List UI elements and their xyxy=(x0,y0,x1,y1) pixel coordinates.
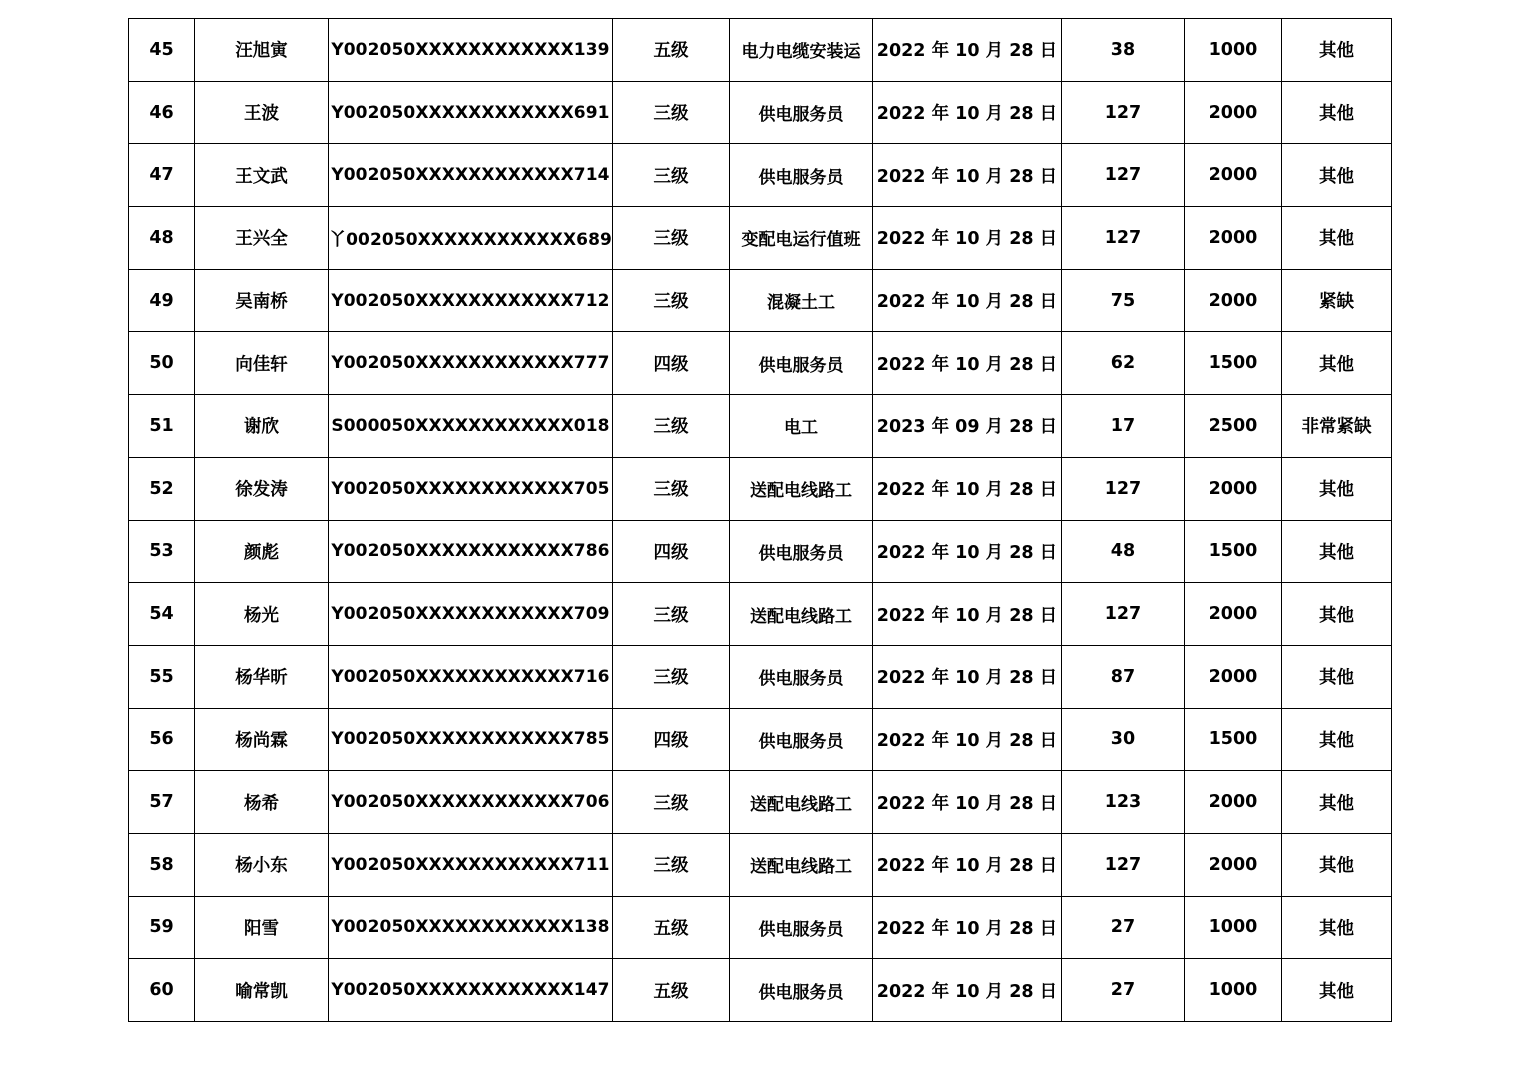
table-body xyxy=(129,19,1392,1022)
cell-level: 五级 xyxy=(612,959,729,1022)
cell-name: 王文武 xyxy=(195,144,329,207)
cell-category: 其他 xyxy=(1281,583,1391,646)
cell-occupation: 送配电线路工 xyxy=(729,771,872,834)
cell-certificate-number: Y002050XXXXXXXXXXXX706 xyxy=(329,771,613,834)
cell-name: 吴南桥 xyxy=(195,269,329,332)
cell-occupation: 送配电线路工 xyxy=(729,457,872,520)
cell-issue-date: 2022 年 10 月 28 日 xyxy=(872,771,1061,834)
cell-certificate-number: Y002050XXXXXXXXXXXX691 xyxy=(329,81,613,144)
cell-row-number: 57 xyxy=(129,771,195,834)
cell-amount: 1500 xyxy=(1184,708,1281,771)
cell-row-number: 48 xyxy=(129,207,195,270)
cell-category: 其他 xyxy=(1281,520,1391,583)
cell-certificate-number: Y002050XXXXXXXXXXXX777 xyxy=(329,332,613,395)
cell-hours: 87 xyxy=(1061,645,1184,708)
cell-certificate-number: Y002050XXXXXXXXXXXX147 xyxy=(329,959,613,1022)
cell-level: 三级 xyxy=(612,457,729,520)
table-row xyxy=(129,144,1392,207)
cell-category: 其他 xyxy=(1281,207,1391,270)
table-row xyxy=(129,332,1392,395)
cell-amount: 2000 xyxy=(1184,833,1281,896)
cell-certificate-number: Y002050XXXXXXXXXXXX705 xyxy=(329,457,613,520)
cell-row-number: 55 xyxy=(129,645,195,708)
cell-name: 王兴全 xyxy=(195,207,329,270)
cell-name: 杨希 xyxy=(195,771,329,834)
table-row xyxy=(129,833,1392,896)
cell-row-number: 52 xyxy=(129,457,195,520)
cell-row-number: 49 xyxy=(129,269,195,332)
cell-name: 向佳轩 xyxy=(195,332,329,395)
cell-certificate-number: Y002050XXXXXXXXXXXX716 xyxy=(329,645,613,708)
cell-certificate-number: Y002050XXXXXXXXXXXX712 xyxy=(329,269,613,332)
cell-row-number: 50 xyxy=(129,332,195,395)
table-row xyxy=(129,457,1392,520)
cell-category: 非常紧缺 xyxy=(1281,395,1391,458)
cell-category: 其他 xyxy=(1281,959,1391,1022)
cell-occupation: 混凝土工 xyxy=(729,269,872,332)
cell-hours: 127 xyxy=(1061,144,1184,207)
cell-issue-date: 2022 年 10 月 28 日 xyxy=(872,332,1061,395)
cell-hours: 127 xyxy=(1061,81,1184,144)
cell-hours: 127 xyxy=(1061,457,1184,520)
cell-hours: 17 xyxy=(1061,395,1184,458)
cell-row-number: 58 xyxy=(129,833,195,896)
table-row xyxy=(129,645,1392,708)
cell-row-number: 53 xyxy=(129,520,195,583)
cell-hours: 30 xyxy=(1061,708,1184,771)
cell-level: 三级 xyxy=(612,771,729,834)
cell-level: 三级 xyxy=(612,395,729,458)
cell-amount: 2000 xyxy=(1184,457,1281,520)
cell-name: 汪旭寅 xyxy=(195,19,329,82)
cell-occupation: 电工 xyxy=(729,395,872,458)
cell-name: 杨小东 xyxy=(195,833,329,896)
cell-amount: 2000 xyxy=(1184,771,1281,834)
cell-occupation: 供电服务员 xyxy=(729,896,872,959)
cell-issue-date: 2022 年 10 月 28 日 xyxy=(872,144,1061,207)
cell-occupation: 电力电缆安装运 xyxy=(729,19,872,82)
cell-hours: 48 xyxy=(1061,520,1184,583)
cell-level: 三级 xyxy=(612,583,729,646)
cell-issue-date: 2022 年 10 月 28 日 xyxy=(872,959,1061,1022)
cell-level: 三级 xyxy=(612,645,729,708)
cell-row-number: 60 xyxy=(129,959,195,1022)
cell-row-number: 59 xyxy=(129,896,195,959)
cell-category: 其他 xyxy=(1281,81,1391,144)
cell-hours: 27 xyxy=(1061,896,1184,959)
cell-level: 四级 xyxy=(612,520,729,583)
cell-name: 王波 xyxy=(195,81,329,144)
table-row xyxy=(129,81,1392,144)
cell-certificate-number: 丫002050XXXXXXXXXXXX689 xyxy=(329,207,613,270)
cell-issue-date: 2022 年 10 月 28 日 xyxy=(872,896,1061,959)
cell-amount: 1000 xyxy=(1184,896,1281,959)
cell-category: 其他 xyxy=(1281,896,1391,959)
cell-category: 其他 xyxy=(1281,645,1391,708)
cell-occupation: 供电服务员 xyxy=(729,332,872,395)
cell-level: 四级 xyxy=(612,332,729,395)
cell-category: 其他 xyxy=(1281,833,1391,896)
cell-category: 其他 xyxy=(1281,19,1391,82)
cell-amount: 2000 xyxy=(1184,81,1281,144)
table-row xyxy=(129,19,1392,82)
cell-issue-date: 2022 年 10 月 28 日 xyxy=(872,457,1061,520)
cell-level: 四级 xyxy=(612,708,729,771)
table-row xyxy=(129,771,1392,834)
cell-occupation: 供电服务员 xyxy=(729,708,872,771)
cell-level: 五级 xyxy=(612,19,729,82)
cell-certificate-number: S000050XXXXXXXXXXXX018 xyxy=(329,395,613,458)
cell-name: 杨尚霖 xyxy=(195,708,329,771)
cell-hours: 27 xyxy=(1061,959,1184,1022)
cell-category: 其他 xyxy=(1281,708,1391,771)
cell-certificate-number: Y002050XXXXXXXXXXXX786 xyxy=(329,520,613,583)
cell-name: 阳雪 xyxy=(195,896,329,959)
cell-row-number: 51 xyxy=(129,395,195,458)
cell-certificate-number: Y002050XXXXXXXXXXXX138 xyxy=(329,896,613,959)
cell-issue-date: 2022 年 10 月 28 日 xyxy=(872,207,1061,270)
cell-row-number: 54 xyxy=(129,583,195,646)
cell-hours: 127 xyxy=(1061,583,1184,646)
cell-issue-date: 2022 年 10 月 28 日 xyxy=(872,583,1061,646)
cell-hours: 127 xyxy=(1061,207,1184,270)
cell-row-number: 47 xyxy=(129,144,195,207)
table-row xyxy=(129,583,1392,646)
table-row xyxy=(129,395,1392,458)
cell-amount: 2000 xyxy=(1184,269,1281,332)
cell-issue-date: 2022 年 10 月 28 日 xyxy=(872,833,1061,896)
cell-level: 三级 xyxy=(612,81,729,144)
cell-hours: 127 xyxy=(1061,833,1184,896)
cell-category: 其他 xyxy=(1281,457,1391,520)
cell-issue-date: 2022 年 10 月 28 日 xyxy=(872,269,1061,332)
cell-hours: 38 xyxy=(1061,19,1184,82)
cell-issue-date: 2022 年 10 月 28 日 xyxy=(872,645,1061,708)
table-row xyxy=(129,269,1392,332)
cell-category: 其他 xyxy=(1281,144,1391,207)
cell-certificate-number: Y002050XXXXXXXXXXXX709 xyxy=(329,583,613,646)
cell-category: 其他 xyxy=(1281,771,1391,834)
cell-row-number: 45 xyxy=(129,19,195,82)
cell-name: 喻常凯 xyxy=(195,959,329,1022)
cell-issue-date: 2023 年 09 月 28 日 xyxy=(872,395,1061,458)
cell-occupation: 供电服务员 xyxy=(729,81,872,144)
cell-amount: 2000 xyxy=(1184,583,1281,646)
cell-level: 三级 xyxy=(612,144,729,207)
cell-hours: 123 xyxy=(1061,771,1184,834)
cell-amount: 1000 xyxy=(1184,959,1281,1022)
cell-amount: 1500 xyxy=(1184,332,1281,395)
cell-category: 其他 xyxy=(1281,332,1391,395)
cell-amount: 1000 xyxy=(1184,19,1281,82)
cell-name: 徐发涛 xyxy=(195,457,329,520)
cell-level: 三级 xyxy=(612,207,729,270)
table-row xyxy=(129,520,1392,583)
cell-occupation: 变配电运行值班 xyxy=(729,207,872,270)
cell-amount: 1500 xyxy=(1184,520,1281,583)
cell-level: 三级 xyxy=(612,269,729,332)
cell-name: 杨光 xyxy=(195,583,329,646)
cell-name: 杨华昕 xyxy=(195,645,329,708)
table-row xyxy=(129,959,1392,1022)
table-row xyxy=(129,708,1392,771)
cell-amount: 2500 xyxy=(1184,395,1281,458)
table-row xyxy=(129,207,1392,270)
cell-amount: 2000 xyxy=(1184,144,1281,207)
cell-occupation: 供电服务员 xyxy=(729,144,872,207)
table-row xyxy=(129,896,1392,959)
cell-issue-date: 2022 年 10 月 28 日 xyxy=(872,520,1061,583)
cell-certificate-number: Y002050XXXXXXXXXXXX714 xyxy=(329,144,613,207)
cell-certificate-number: Y002050XXXXXXXXXXXX711 xyxy=(329,833,613,896)
cell-occupation: 送配电线路工 xyxy=(729,833,872,896)
cell-row-number: 56 xyxy=(129,708,195,771)
cell-issue-date: 2022 年 10 月 28 日 xyxy=(872,19,1061,82)
cell-issue-date: 2022 年 10 月 28 日 xyxy=(872,81,1061,144)
cell-category: 紧缺 xyxy=(1281,269,1391,332)
cell-occupation: 供电服务员 xyxy=(729,520,872,583)
cell-level: 三级 xyxy=(612,833,729,896)
cell-certificate-number: Y002050XXXXXXXXXXXX139 xyxy=(329,19,613,82)
subsidy-table xyxy=(128,18,1392,1022)
cell-name: 颜彪 xyxy=(195,520,329,583)
cell-hours: 62 xyxy=(1061,332,1184,395)
cell-certificate-number: Y002050XXXXXXXXXXXX785 xyxy=(329,708,613,771)
cell-issue-date: 2022 年 10 月 28 日 xyxy=(872,708,1061,771)
cell-amount: 2000 xyxy=(1184,207,1281,270)
cell-row-number: 46 xyxy=(129,81,195,144)
cell-level: 五级 xyxy=(612,896,729,959)
cell-occupation: 供电服务员 xyxy=(729,959,872,1022)
cell-hours: 75 xyxy=(1061,269,1184,332)
cell-occupation: 供电服务员 xyxy=(729,645,872,708)
cell-name: 谢欣 xyxy=(195,395,329,458)
cell-amount: 2000 xyxy=(1184,645,1281,708)
cell-occupation: 送配电线路工 xyxy=(729,583,872,646)
